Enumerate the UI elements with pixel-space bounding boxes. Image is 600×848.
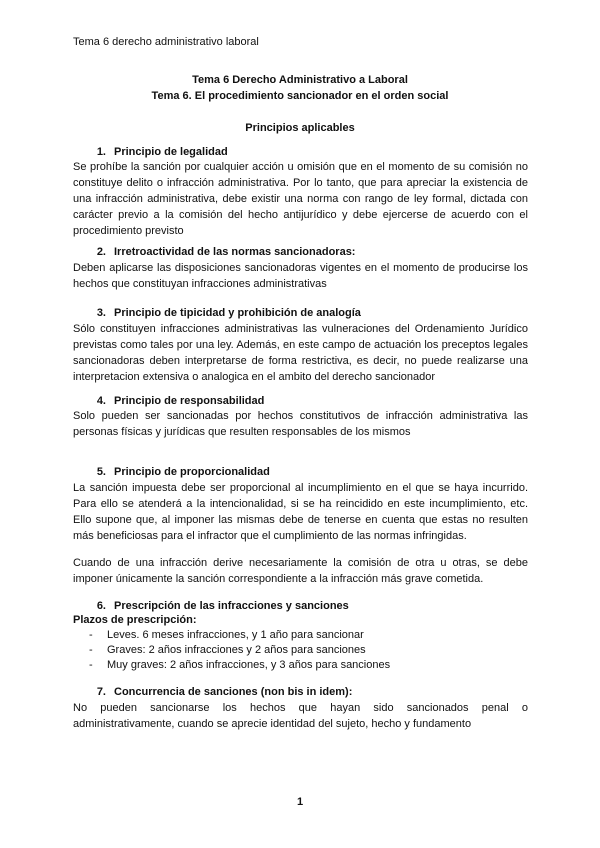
heading-2: 2. Irretroactividad de las normas sancionadoras: [96,246,356,258]
document-subtitle: Tema 6. El procedimiento sancionador en el orden social [151,90,449,102]
section-title: Principios aplicables [245,122,355,134]
paragraph-2: Deben aplicarse las disposiciones sancionadoras vigentes en el momento de producirse los hechos que constituyan infracciones administrativas [73,262,528,290]
paragraph-3: Sólo constituyen infracciones administrativas las vulneraciones del Ordenamiento Jurídico previstas como tales por una ley. Además, en este campo de actuación los preceptos legales sancionadoras deben interpretarse de forma restrictiva, es decir, no puede realizarse una interpretacion extensiva o analogica en el ambito del derecho sancionador [73,323,528,383]
list-item: - Muy graves: 2 años infracciones, y 3 años para sanciones [89,659,391,671]
paragraph-5b: Cuando de una infracción derive necesariamente la comisión de otra u otras, se debe imponer únicamente la sanción correspondiente a la infracción más grave cometida. [73,557,528,585]
heading-7: 7. Concurrencia de sanciones (non bis in idem): [96,686,353,698]
heading-4: 4. Principio de responsabilidad [96,395,265,407]
document-title: Tema 6 Derecho Administrativo a Laboral [192,74,408,86]
page-header: Tema 6 derecho administrativo laboral [73,36,259,48]
heading-6: 6. Prescripción de las infracciones y sanciones [96,600,349,612]
paragraph-7: No pueden sancionarse los hechos que hayan sido sancionados penal o administrativamente, cuando se aprecie identidad del sujeto, hecho y fundamento [73,702,528,730]
list-item: - Leves. 6 meses infracciones, y 1 año para sancionar [89,629,364,641]
paragraph-5: La sanción impuesta debe ser proporcional al incumplimiento en el que se haya incurrido. Para ello se atenderá a la intencionalidad, si se ha reincidido en este incumplimiento, etc. Ello supone que, al imponer las mismas debe de tenerse en cuenta que estas no resulten más beneficiosas para el infractor que el cumplimiento de las normas infringidas. [73,482,528,542]
list-item: - Graves: 2 años infracciones y 2 años para sanciones [89,644,366,656]
heading-1: 1. Principio de legalidad [96,146,228,158]
page-number: 1 [296,796,304,808]
subheading-plazos: Plazos de prescripción: [73,614,197,626]
paragraph-1: Se prohíbe la sanción por cualquier acción u omisión que en el momento de su comisión no constituye delito o infracción administrativa. Por lo tanto, que para apreciar la existencia de una infracción administrativa, debe existir una norma con rango de ley formal, dictada con carácter previo a la comisión del hecho antijurídico y debe ejercerse de acuerdo con el procedimiento previsto [73,161,528,237]
paragraph-4: Solo pueden ser sancionadas por hechos constitutivos de infracción administrativa las personas físicas y jurídicas que resulten responsables de los mismos [73,410,528,438]
heading-5: 5. Principio de proporcionalidad [96,466,270,478]
heading-3: 3. Principio de tipicidad y prohibición de analogía [96,307,361,319]
